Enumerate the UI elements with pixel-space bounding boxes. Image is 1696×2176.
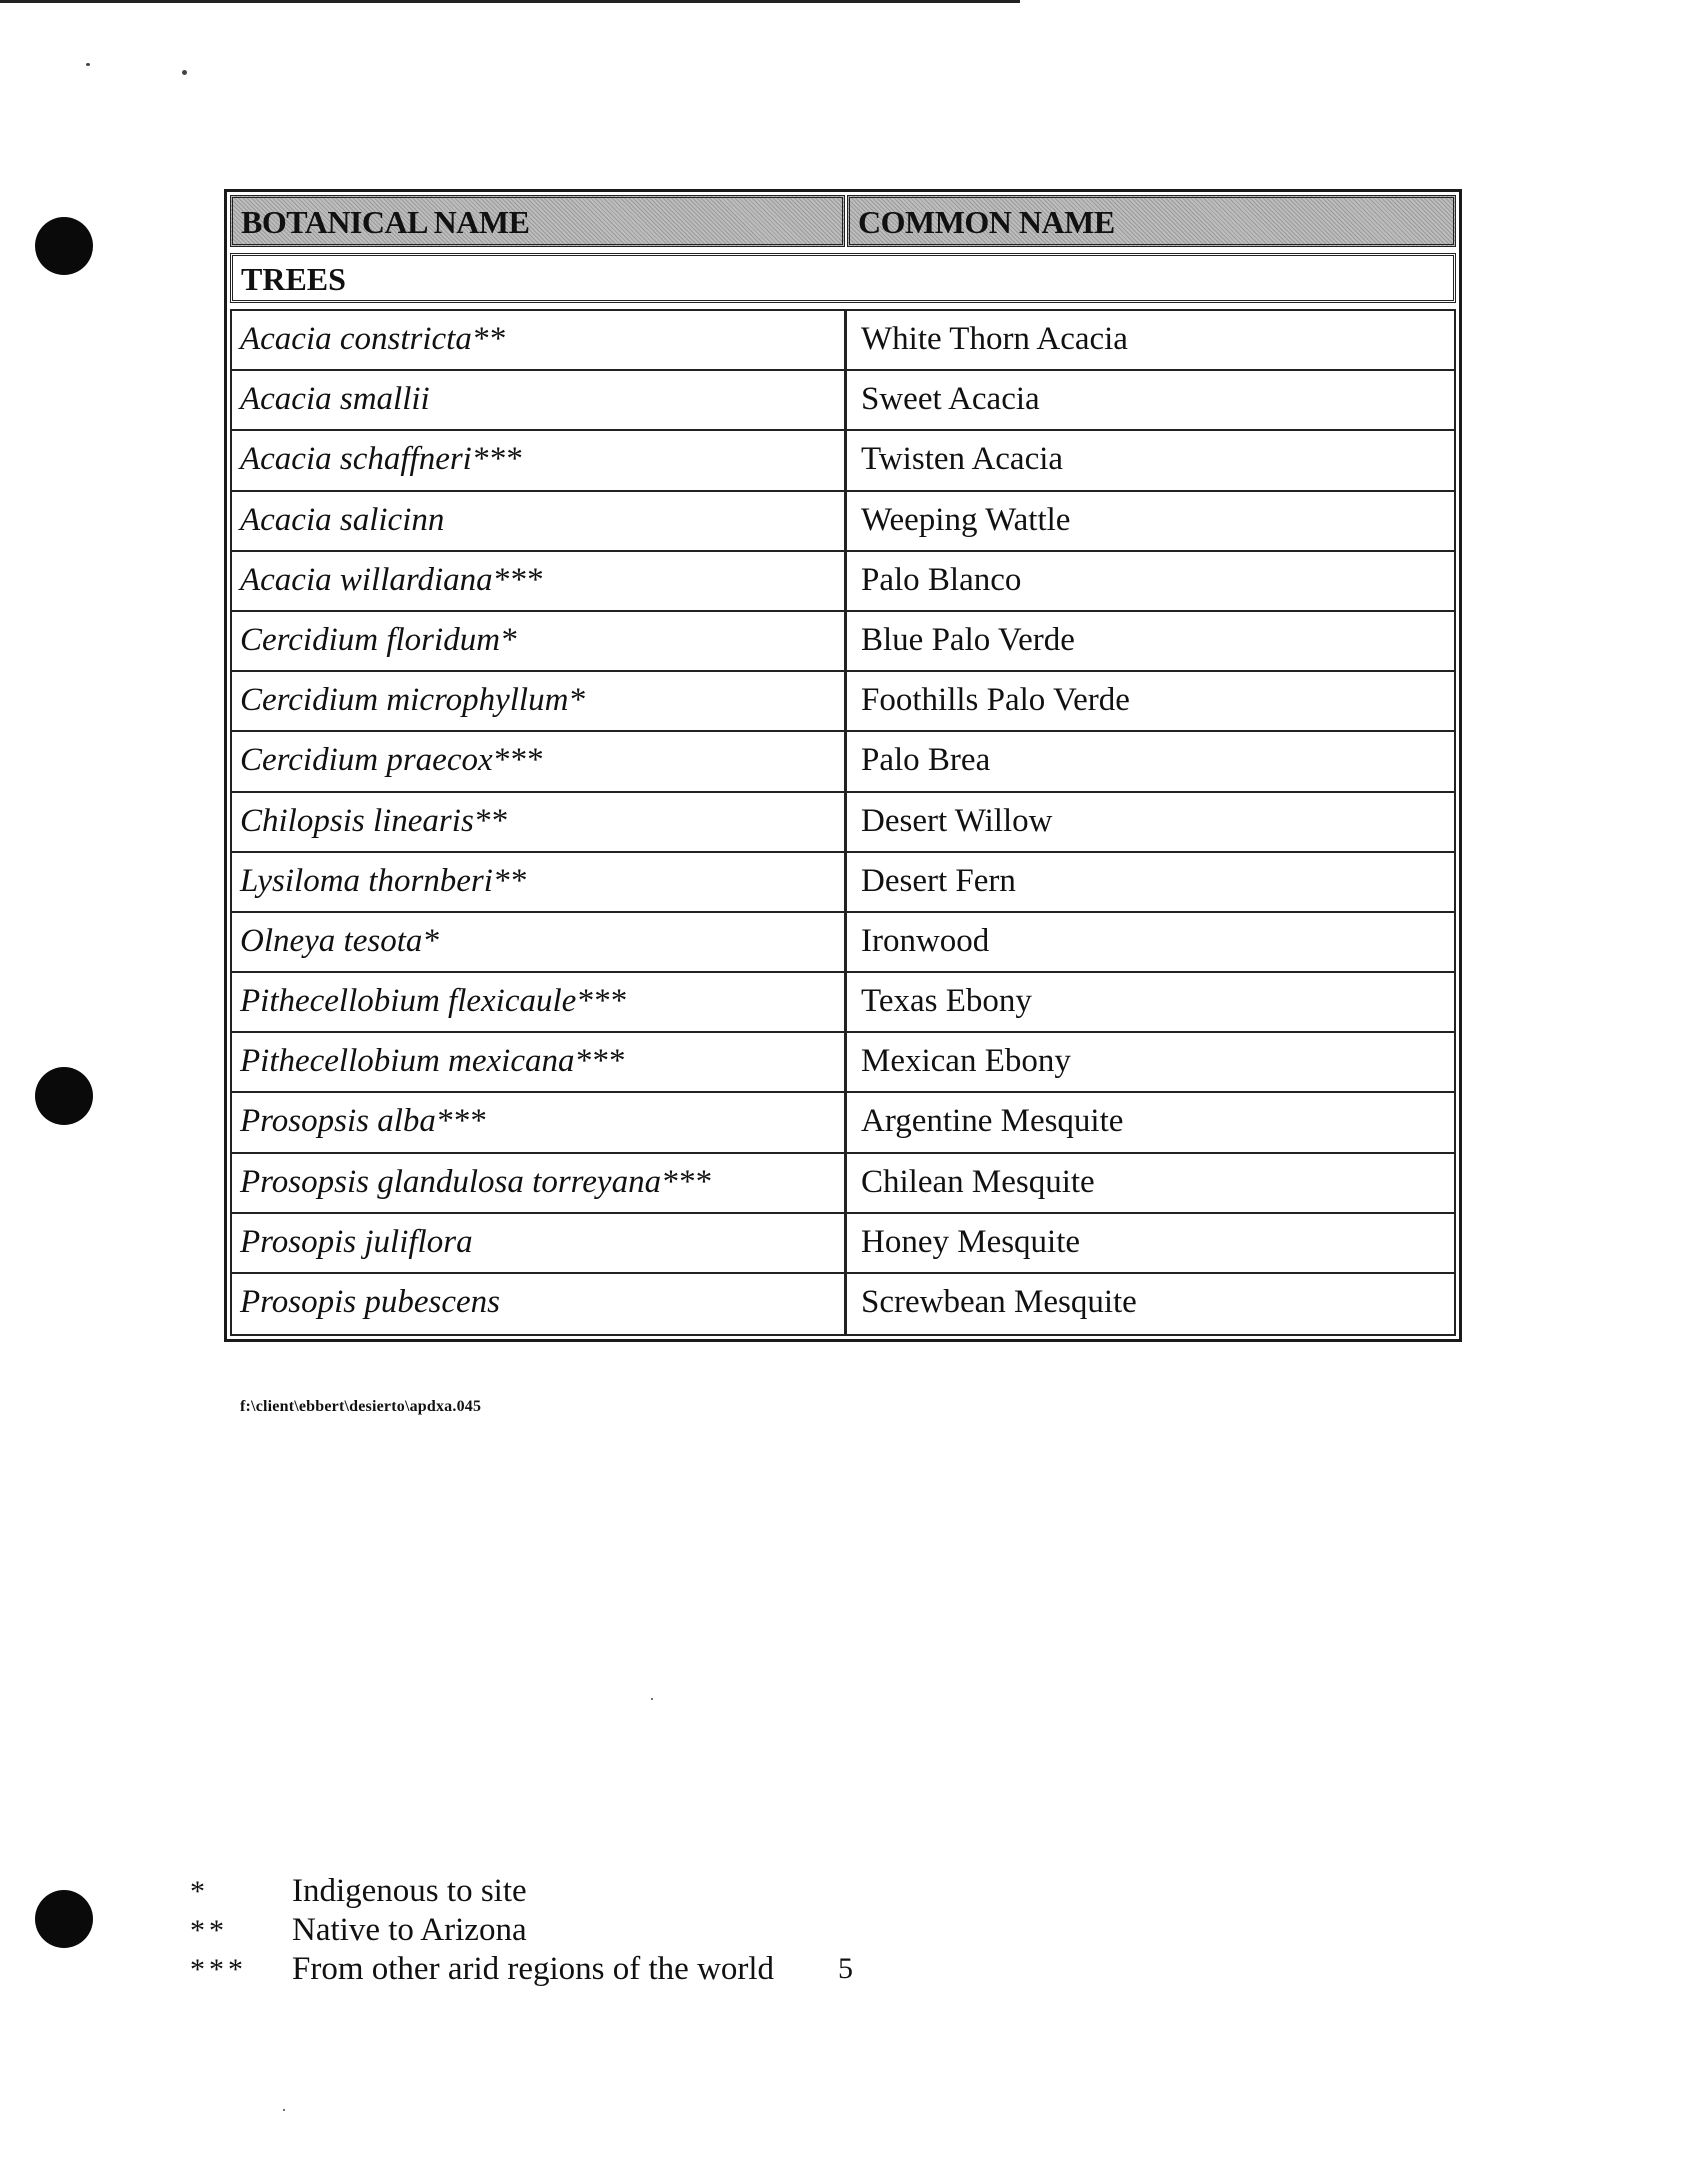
botanical-name-cell: Acacia schaffneri*** [232,431,847,489]
header-botanical-name: BOTANICAL NAME [230,195,845,247]
botanical-name-cell: Pithecellobium mexicana*** [232,1033,847,1091]
table-row [232,1214,1454,1274]
botanical-name-cell: Prosopis pubescens [232,1274,847,1334]
table-row [232,1093,1454,1153]
botanical-name-cell: Cercidium floridum* [232,612,847,670]
legend [190,1872,774,1989]
page-number: 5 [838,1952,853,1985]
common-name-cell: Twisten Acacia [861,441,1064,478]
table-row [232,552,1454,612]
table-row [232,371,1454,431]
common-name-cell: Weeping Wattle [861,501,1071,538]
common-name-cell: Blue Palo Verde [861,621,1075,658]
table-row [232,672,1454,732]
legend-text: Native to Arizona [292,1912,527,1948]
scan-speck [86,63,90,66]
table-body [230,309,1456,1336]
common-name-cell: Palo Brea [861,742,991,779]
common-name-cell: Mexican Ebony [861,1043,1071,1080]
botanical-name-cell: Pithecellobium flexicaule*** [232,973,847,1031]
botanical-name-cell: Acacia salicinn [232,492,847,550]
common-name-cell: Honey Mesquite [861,1223,1081,1260]
legend-item [190,1911,774,1950]
common-name-cell: Ironwood [861,922,990,959]
table-row [232,612,1454,672]
botanical-name-cell: Prosopsis alba*** [232,1093,847,1151]
legend-symbol: *** [190,1953,247,1986]
table-row [232,492,1454,552]
table-row [232,853,1454,913]
botanical-name-cell: Prosopis juliflora [232,1214,847,1272]
legend-text: From other arid regions of the world [292,1951,775,1987]
botanical-name-cell: Cercidium praecox*** [232,732,847,790]
botanical-name-cell: Lysiloma thornberi** [232,853,847,911]
binder-hole-icon [35,217,93,275]
table-row [232,1154,1454,1214]
common-name-cell: Texas Ebony [861,983,1032,1020]
table-row [232,913,1454,973]
botanical-name-cell: Olneya tesota* [232,913,847,971]
botanical-name-cell: Acacia willardiana*** [232,552,847,610]
table-row [232,311,1454,371]
common-name-cell: Chilean Mesquite [861,1163,1095,1200]
legend-item [190,1950,774,1989]
binder-hole-icon [35,1067,93,1125]
binder-hole-icon [35,1890,93,1948]
scan-speck [182,70,187,75]
table-row [232,1274,1454,1334]
table-row [232,793,1454,853]
legend-symbol: ** [190,1914,228,1947]
common-name-cell: Screwbean Mesquite [861,1284,1137,1320]
botanical-name-cell: Cercidium microphyllum* [232,672,847,730]
table-header [230,195,1456,247]
common-name-cell: White Thorn Acacia [861,321,1128,357]
legend-item [190,1872,774,1911]
table-row [232,1033,1454,1093]
table-row [232,973,1454,1033]
table-row [232,732,1454,792]
botanical-name-cell: Chilopsis linearis** [232,793,847,851]
scan-speck [651,1698,653,1700]
botanical-name-cell: Prosopsis glandulosa torreyana*** [232,1154,847,1212]
botanical-name-cell: Acacia constricta** [232,311,847,369]
common-name-cell: Foothills Palo Verde [861,682,1130,719]
section-label-trees: TREES [230,253,1456,303]
common-name-cell: Desert Willow [861,802,1053,839]
common-name-cell: Sweet Acacia [861,381,1040,418]
page-top-edge-line [0,0,1020,3]
legend-text: Indigenous to site [292,1873,527,1909]
legend-symbol: * [190,1875,209,1908]
plant-table [224,189,1462,1342]
common-name-cell: Palo Blanco [861,561,1022,598]
common-name-cell: Argentine Mesquite [861,1103,1124,1140]
table-row [232,431,1454,491]
common-name-cell: Desert Fern [861,862,1016,899]
scan-speck [283,2109,285,2111]
botanical-name-cell: Acacia smallii [232,371,847,429]
file-path-footer: f:\client\ebbert\desierto\apdxa.045 [240,1398,482,1415]
header-common-name: COMMON NAME [847,195,1456,247]
